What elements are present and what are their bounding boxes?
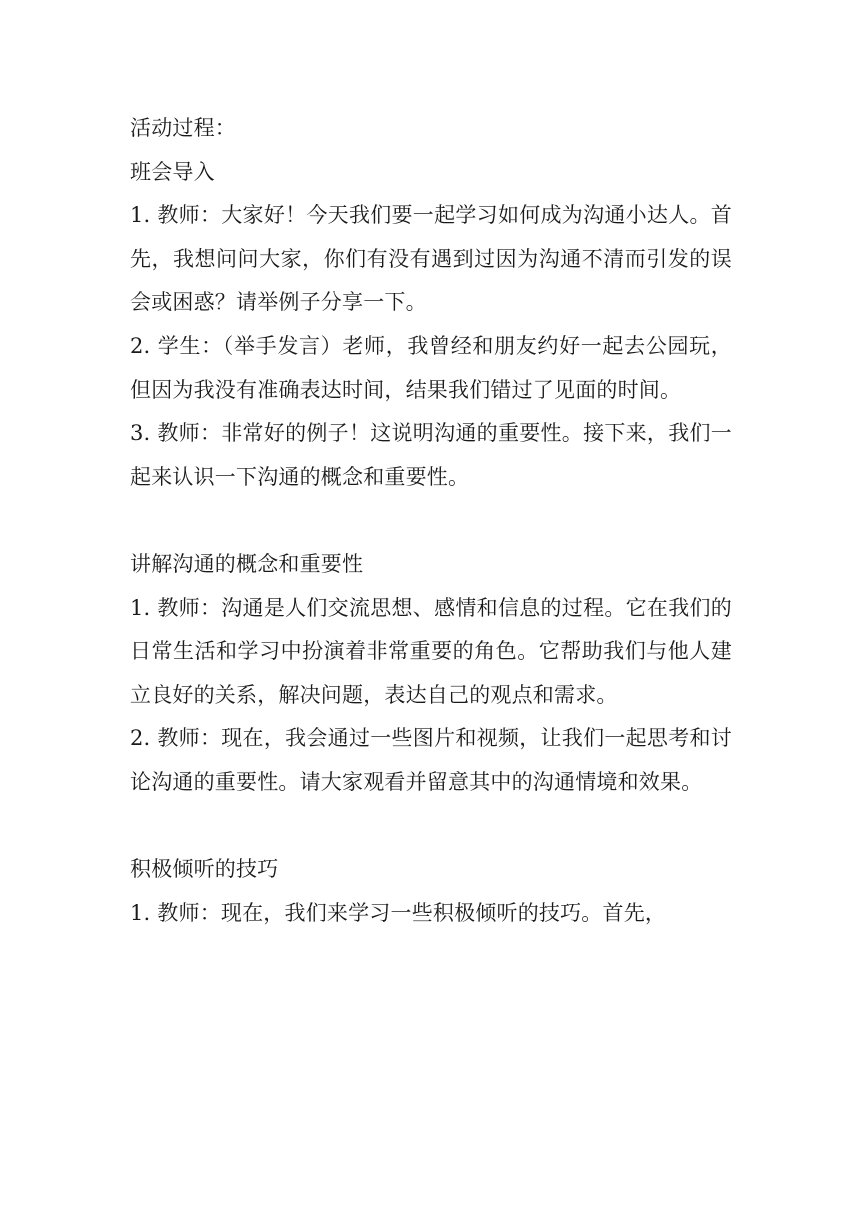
- paragraph-text: 1. 教师：沟通是人们交流思想、感情和信息的过程。它在我们的日常生活和学习中扮演着非常重要的角色。它帮助我们与他人建立良好的关系，解决问题，表达自己的观点和需求。: [130, 595, 732, 707]
- paragraph: [130, 412, 732, 499]
- section-title-concept-importance: 讲解沟通的概念和重要性: [130, 551, 364, 576]
- paragraph: [130, 717, 732, 804]
- paragraph-text: 2. 教师：现在，我会通过一些图片和视频，让我们一起思考和讨论沟通的重要性。请大家观看并留意其中的沟通情境和效果。: [130, 726, 732, 794]
- paragraph: [130, 892, 732, 936]
- section-title-class-intro: 班会导入: [130, 159, 215, 184]
- activity-process-heading: 活动过程：: [130, 116, 236, 140]
- document-page: [130, 107, 732, 935]
- paragraph: [130, 194, 732, 325]
- section-spacer: [130, 805, 732, 849]
- section-spacer: [130, 499, 732, 543]
- paragraph: [130, 587, 732, 718]
- paragraph-text: 3. 教师：非常好的例子！这说明沟通的重要性。接下来，我们一起来认识一下沟通的概念和重要性。: [130, 421, 732, 489]
- paragraph-text: 2. 学生：（举手发言）老师，我曾经和朋友约好一起去公园玩，但因为我没有准确表达时间，结果我们错过了见面的时间。: [130, 333, 732, 402]
- paragraph: [130, 325, 732, 412]
- paragraph-text: 1. 教师：大家好！今天我们要一起学习如何成为沟通小达人。首先，我想问问大家，你们有没有遇到过因为沟通不清而引发的误会或困惑？请举例子分享一下。: [130, 203, 732, 315]
- paragraph-text: 1. 教师：现在，我们来学习一些积极倾听的技巧。首先，: [130, 900, 667, 925]
- section-title-active-listening: 积极倾听的技巧: [130, 857, 279, 882]
